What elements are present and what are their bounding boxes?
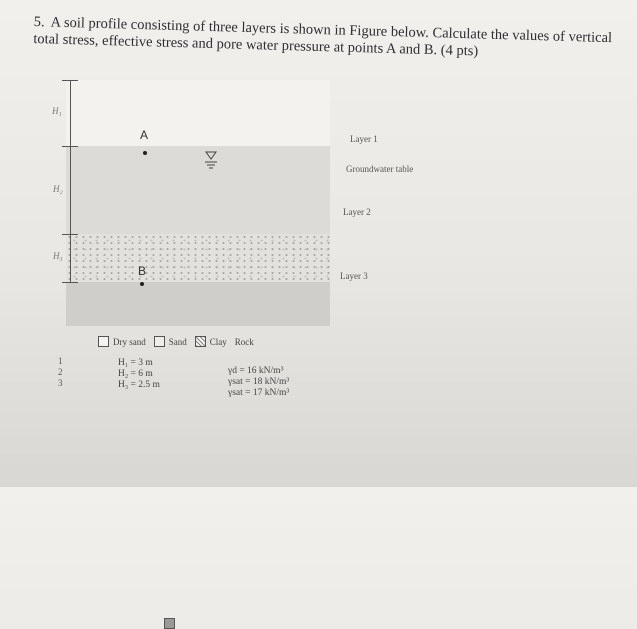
question-number: 5. <box>33 14 45 31</box>
rock-base <box>66 282 330 326</box>
row-number: 1 <box>58 356 63 366</box>
dimension-line <box>70 80 71 282</box>
layer-1-dry-sand <box>66 80 330 146</box>
legend-label-sand: Sand <box>168 336 187 347</box>
dim-label-h1: H₁ <box>52 106 62 116</box>
point-a-marker <box>143 151 147 155</box>
legend-rock <box>235 337 254 347</box>
groundwater-table-label: Groundwater table <box>346 164 414 174</box>
height-h3: H₃ = 2.5 m <box>118 380 160 390</box>
legend-label-dry-sand: Dry sand <box>113 336 146 347</box>
dimension-tick-top <box>62 80 78 81</box>
layer-1-label: Layer 1 <box>350 134 378 144</box>
question-body: A soil profile consisting of three layers is shown in Figure below. Calculate the values of vertical total stress, effective stress and pore water pressure at points A and B. (4 pts) <box>33 14 613 60</box>
legend <box>98 336 262 347</box>
legend-swatch-clay <box>195 336 206 347</box>
legend-swatch-dry-sand <box>98 336 109 347</box>
row-numbers <box>58 356 63 389</box>
unit-weights <box>228 366 289 399</box>
legend-sand <box>154 336 187 347</box>
unit-weight-layer-3: γsat = 17 kN/m³ <box>228 388 290 398</box>
layer-heights <box>118 358 160 391</box>
row-number: 3 <box>58 378 63 388</box>
height-h1: H₁ = 3 m <box>118 358 153 368</box>
point-b-label: B <box>138 264 147 278</box>
legend-dry-sand <box>98 336 146 347</box>
dimension-tick-h3 <box>62 282 78 283</box>
water-table-icon <box>204 150 218 170</box>
unit-weight-layer-1: γd = 16 kN/m³ <box>228 366 284 376</box>
legend-swatch-sand <box>154 336 165 347</box>
dimension-tick-h1 <box>62 146 78 147</box>
legend-label-rock: Rock <box>234 336 254 347</box>
point-a-label: A <box>140 128 149 142</box>
layer-2-clay <box>66 146 330 234</box>
layer-3-label: Layer 3 <box>340 271 368 281</box>
height-h2: H₂ = 6 m <box>118 369 153 379</box>
dim-label-h2: H₂ <box>53 184 63 194</box>
point-b-marker <box>140 282 144 286</box>
layer-2-label: Layer 2 <box>343 207 371 217</box>
dim-label-h3: H₃ <box>53 251 63 261</box>
dimension-tick-h2 <box>62 234 78 235</box>
row-number: 2 <box>58 367 63 377</box>
unit-weight-layer-2: γsat = 18 kN/m³ <box>228 377 290 387</box>
layer-3-sand <box>66 234 330 282</box>
legend-swatch-rock <box>164 618 175 629</box>
legend-label-clay: Clay <box>209 336 227 347</box>
legend-clay <box>195 336 227 347</box>
